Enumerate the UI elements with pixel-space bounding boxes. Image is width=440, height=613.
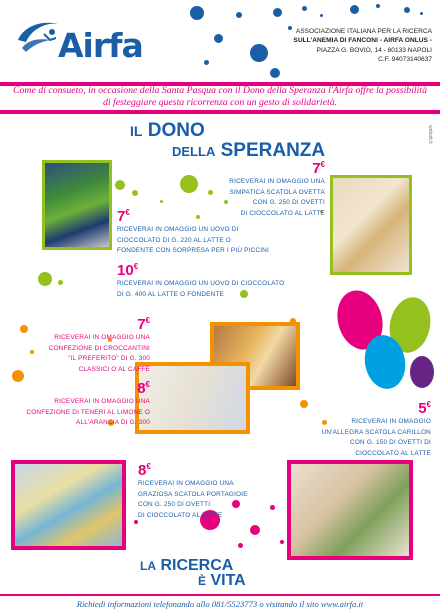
offer-portagioie xyxy=(138,462,278,521)
offer-price: 5€ xyxy=(418,400,431,417)
offer-description: RICEVERAI IN OMAGGIO UN UOVO DI CIOCCOLATO DI G. 220 AL LATTE O FONDENTE CON SORPRESA PER I PIÙ PICCINI xyxy=(117,226,269,255)
photo-chocolate-eggs xyxy=(42,160,112,250)
photo-jewelry-box xyxy=(287,460,413,560)
decorative-easter-eggs xyxy=(330,290,440,395)
offer-price: 7€ xyxy=(117,208,130,225)
address-line: C.F. 94073140637 xyxy=(378,56,432,64)
offer-price: 7€ xyxy=(137,316,150,333)
association-address xyxy=(252,27,432,65)
intro-divider xyxy=(0,110,440,114)
offer-description: RICEVERAI IN OMAGGIO UNA SIMPATICA SCATOLA OVETTA CON G. 250 DI OVETTI DI CIOCCOLATO AL LATTE xyxy=(229,178,325,217)
footer-divider xyxy=(0,594,440,596)
address-line: SULL'ANEMIA DI FANCONI - AIRFA ONLUS - xyxy=(293,37,432,45)
offer-price: 8€ xyxy=(137,380,150,397)
photo-carillon-box xyxy=(11,460,126,550)
airfa-logo-text: Airfa xyxy=(58,26,143,65)
footer-contact: Richiedi informazioni telefonando allo 081/5523773 o visitando il sito www.airfa.it xyxy=(76,599,364,609)
offer-description: RICEVERAI IN OMAGGIO UNA CONFEZIONE DI TENERI AL LIMONE O ALL'ARANCIA DI G. 300 xyxy=(26,398,150,427)
title-line-2: DELLA SPERANZA xyxy=(172,140,326,161)
intro-text: Come di consueto, in occasione della Santa Pasqua con il Dono della Speranza l'Airfa offre la possibilità di festeggiare questa ricorrenza con un gesto di solidarietà. xyxy=(13,85,427,109)
offer-description: RICEVERAI IN OMAGGIO UNA CONFEZIONE DI CROCCANTINI "IL PREFERITO" DI G. 300 CLASSICI O AL CAFFÈ xyxy=(48,334,150,373)
offer-price: 8€ xyxy=(138,462,151,479)
address-line: PIAZZA G. BOVIO, 14 - 80133 NAPOLI xyxy=(316,46,432,54)
photo-egg-gift-box xyxy=(330,175,412,275)
offer-croccantini xyxy=(30,316,150,375)
offer-teneri xyxy=(0,380,150,429)
title-line-1: IL DONO xyxy=(130,120,205,141)
photo-airfa-package xyxy=(135,362,250,434)
offer-price: 7€ xyxy=(312,160,325,177)
offer-egg-400g xyxy=(117,262,317,300)
address-line: ASSOCIAZIONE ITALIANA PER LA RICERCA xyxy=(295,28,432,35)
offer-description: RICEVERAI IN OMAGGIO UN UOVO DI CIOCCOLATO DI G. 400 AL LATTE O FONDENTE xyxy=(117,280,285,298)
offer-carillon xyxy=(305,400,431,459)
offer-description: RICEVERAI IN OMAGGIO UNA GRAZIOSA SCATOLA PORTAGIOIE CON G. 250 DI OVETTI DI CIOCCOLATO AL LATTE xyxy=(138,480,248,519)
closing-line-2: È VITA xyxy=(198,572,246,589)
closing-line-1: LA RICERCA xyxy=(140,557,234,574)
offer-price: 10€ xyxy=(117,262,139,279)
offer-egg-220g xyxy=(117,208,297,257)
offer-description: RICEVERAI IN OMAGGIO UN'ALLEGRA SCATOLA CARILLON CON G. 150 DI OVETTI DI CIOCCOLATO AL LATTE xyxy=(321,418,431,457)
side-credit: webatt.it xyxy=(427,125,433,144)
airfa-logo-mark xyxy=(14,18,64,54)
